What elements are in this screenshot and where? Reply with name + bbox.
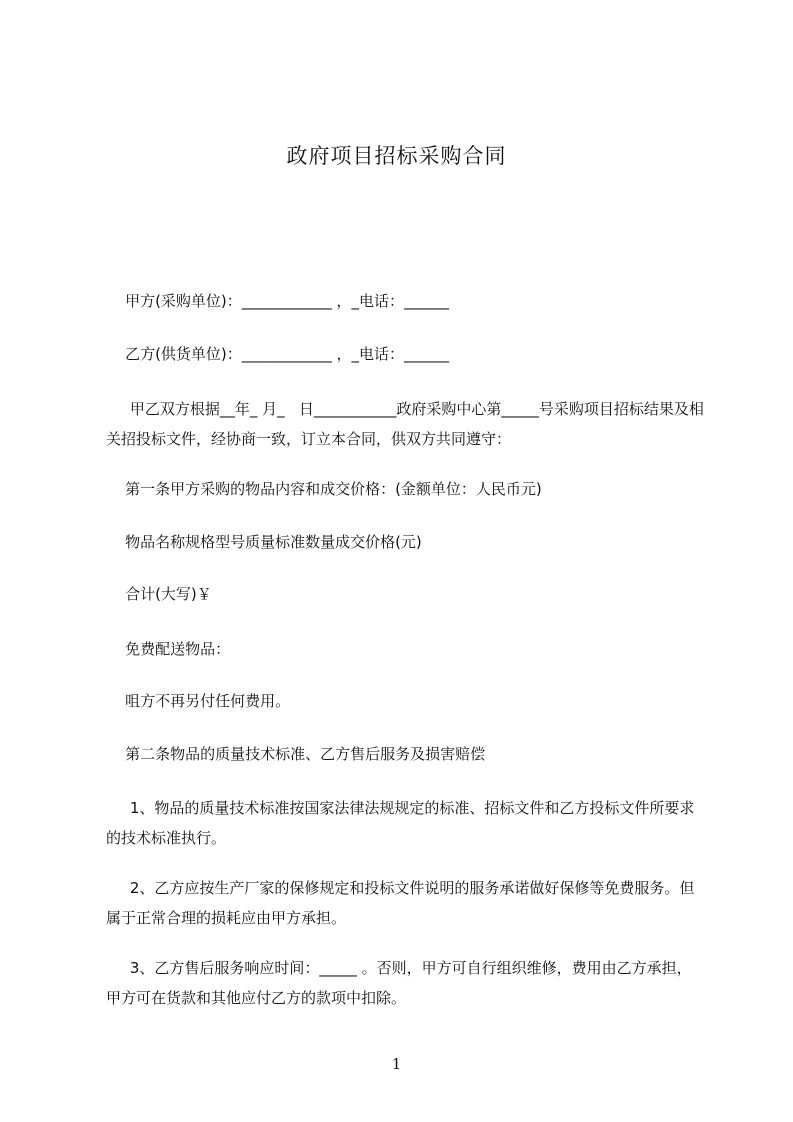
free-items-line: 免费配送物品： xyxy=(106,640,231,658)
article-2-heading: 第二条物品的质量技术标准、乙方售后服务及损害赔偿 xyxy=(106,745,486,763)
clause-1-paragraph: 1、物品的质量技术标准按国家法律法规规定的标准、招标文件和乙方投标文件所要求的技术标准执行。 xyxy=(106,799,695,847)
no-extra-fee-line: 咀方不再另付任何费用。 xyxy=(106,692,291,710)
table-header-line: 物品名称规格型号质量标准数量成交价格(元) xyxy=(106,533,422,551)
party-b-line: 乙方(供货单位)：____________ ，_电话：______ xyxy=(106,345,450,363)
document-title: 政府项目招标采购合同 xyxy=(286,144,507,168)
article-1-heading: 第一条甲方采购的物品内容和成交价格：(金额单位：人民币元) xyxy=(106,480,542,498)
page-number: 1 xyxy=(391,1055,402,1073)
contract-basis-paragraph: 甲乙双方根据__年_ 月_ 日___________政府采购中心第_____号采购项目招标结果及相关招投标文件，经协商一致，订立本合同，供双方共同遵守： xyxy=(106,400,704,448)
total-line: 合计(大写)￥ xyxy=(106,585,212,603)
clause-2-paragraph: 2、乙方应按生产厂家的保修规定和投标文件说明的服务承诺做好保修等免费服务。但属于正常合理的损耗应由甲方承担。 xyxy=(106,879,695,927)
party-a-line: 甲方(采购单位)：____________ ，_电话：______ xyxy=(106,292,450,310)
clause-3-paragraph: 3、乙方售后服务响应时间：_____ 。否则，甲方可自行组织维修，费用由乙方承担，甲方可在货款和其他应付乙方的款项中扣除。 xyxy=(106,959,692,1007)
